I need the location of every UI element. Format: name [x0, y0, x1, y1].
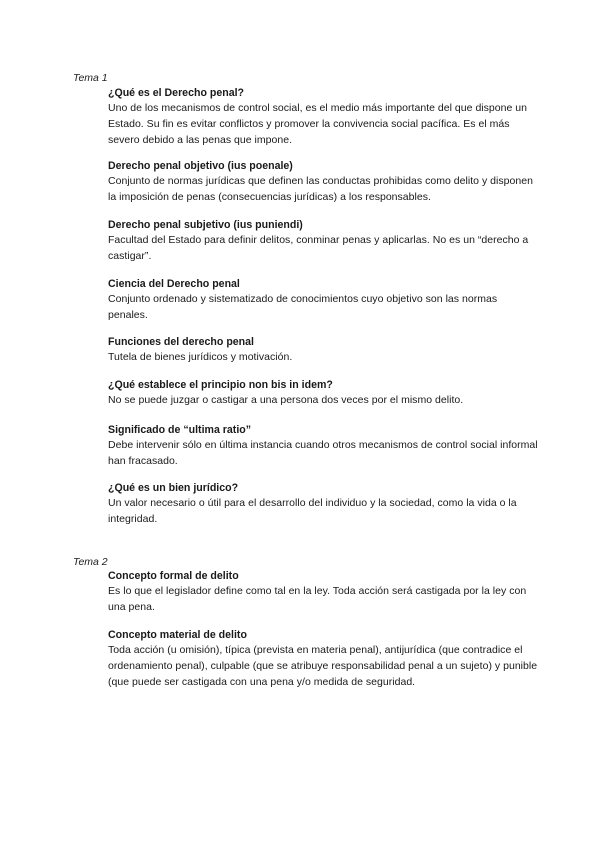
- section-heading: Derecho penal objetivo (ius poenale): [108, 160, 293, 172]
- section-ultima-ratio: [108, 423, 538, 470]
- section-body: Tutela de bienes jurídicos y motivación.: [108, 351, 293, 363]
- section-concepto-material-delito: [108, 628, 538, 690]
- section-concepto-formal-delito: [108, 569, 538, 616]
- section-body: Uno de los mecanismos de control social, es el medio más importante del que dispone un Estado. Su fin es evitar conflictos y promover la convivencia social pacífica. Es el más severo debido a las penas que impone.: [108, 102, 528, 146]
- section-derecho-penal-objetivo: [108, 159, 538, 206]
- section-body: Toda acción (u omisión), típica (prevista en materia penal), antijurídica (que contradice el ordenamiento penal), culpable (que se atribuye responsabilidad penal a un sujeto) y punible (que puede ser castigada con una pena y/o medida de seguridad.: [108, 644, 538, 688]
- section-heading: Concepto formal de delito: [108, 570, 239, 582]
- section-body: Conjunto de normas jurídicas que definen las conductas prohibidas como delito y disponen la imposición de penas (consecuencias jurídicas) a los responsables.: [108, 175, 533, 203]
- section-que-es-derecho-penal: [108, 86, 538, 148]
- section-heading: Funciones del derecho penal: [108, 336, 254, 348]
- section-body: Un valor necesario o útil para el desarrollo del individuo y la sociedad, como la vida o la integridad.: [108, 497, 517, 525]
- section-body: No se puede juzgar o castigar a una persona dos veces por el mismo delito.: [108, 394, 464, 406]
- section-bien-juridico: [108, 481, 538, 528]
- section-heading: Concepto material de delito: [108, 629, 247, 641]
- section-ciencia-derecho-penal: [108, 277, 538, 324]
- section-heading: Significado de “ultima ratio”: [108, 424, 252, 436]
- section-heading: Ciencia del Derecho penal: [108, 278, 240, 290]
- section-derecho-penal-subjetivo: [108, 218, 538, 265]
- section-funciones-derecho-penal: [108, 335, 538, 366]
- tema-1-label: Tema 1: [73, 72, 108, 84]
- section-non-bis-in-idem: [108, 378, 538, 409]
- section-body: Es lo que el legislador define como tal en la ley. Toda acción será castigada por la ley con una pena.: [108, 585, 527, 613]
- section-body: Debe intervenir sólo en última instancia cuando otros mecanismos de control social informal han fracasado.: [108, 439, 538, 467]
- section-body: Conjunto ordenado y sistematizado de conocimientos cuyo objetivo son las normas penales.: [108, 293, 498, 321]
- section-body: Facultad del Estado para definir delitos, conminar penas y aplicarlas. No es un “derecho a castigar”.: [108, 234, 529, 262]
- section-heading: ¿Qué es un bien jurídico?: [108, 482, 239, 494]
- section-heading: Derecho penal subjetivo (ius puniendi): [108, 219, 303, 231]
- section-heading: ¿Qué establece el principio non bis in idem?: [108, 379, 333, 391]
- section-heading: ¿Qué es el Derecho penal?: [108, 87, 244, 99]
- tema-2-label: Tema 2: [73, 556, 108, 568]
